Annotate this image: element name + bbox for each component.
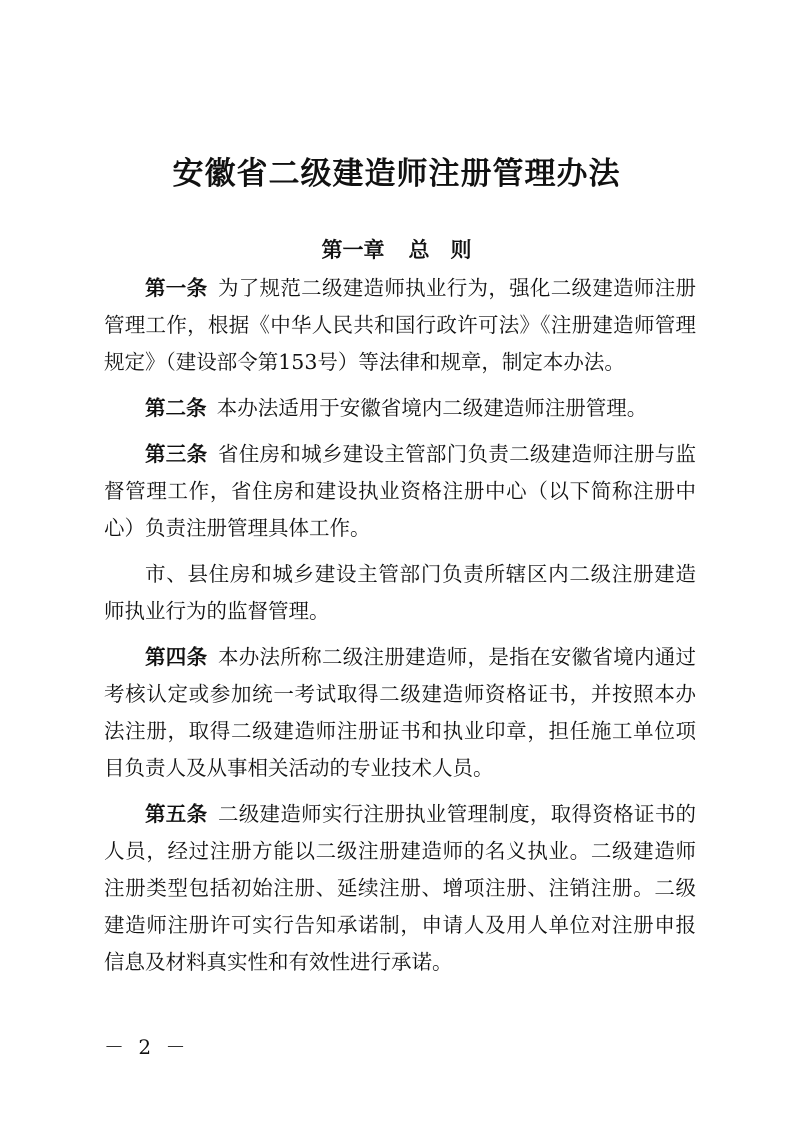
article-text: 本办法适用于安徽省境内二级建造师注册管理。 [216, 396, 648, 420]
article-text: 省住房和城乡建设主管部门负责二级建造师注册与监督管理工作，省住房和建设执业资格注册中心（以下简称注册中心）负责注册管理具体工作。 [104, 442, 697, 540]
paragraph-article-1 [104, 270, 696, 381]
article-text: 市、县住房和城乡建设主管部门负责所辖区内二级注册建造师执业行为的监督管理。 [104, 562, 696, 623]
article-text: 二级建造师实行注册执业管理制度，取得资格证书的人员，经过注册方能以二级注册建造师的名义执业。二级建造师注册类型包括初始注册、延续注册、增项注册、注销注册。二级建造师注册许可实行告知承诺制，申请人及用人单位对注册申报信息及材料真实性和有效性进行承诺。 [104, 802, 697, 974]
page-number: － 2 － [104, 1035, 190, 1059]
document-title: 安徽省二级建造师注册管理办法 [172, 156, 621, 192]
chapter-heading [0, 232, 793, 268]
paragraph-article-3 [104, 436, 696, 547]
paragraph-article-3-continued [104, 556, 696, 630]
article-label: 第四条 [145, 645, 208, 669]
article-text: 本办法所称二级注册建造师，是指在安徽省境内通过考核认定或参加统一考试取得二级建造师资格证书，并按照本办法注册，取得二级建造师注册证书和执业印章，担任施工单位项目负责人及从事相关活动的专业技术人员。 [104, 645, 697, 780]
chapter-number: 第一章 [321, 238, 385, 262]
article-text: 为了规范二级建造师执业行为，强化二级建造师注册管理工作，根据《中华人民共和国行政许可法》《注册建造师管理规定》（建设部令第153号）等法律和规章，制定本办法。 [104, 276, 697, 374]
chapter-name: 总 则 [408, 238, 472, 262]
paragraph-article-4 [104, 639, 696, 787]
article-label: 第三条 [145, 442, 208, 466]
article-label: 第二条 [145, 396, 207, 420]
paragraph-article-5 [104, 796, 696, 981]
article-label: 第五条 [145, 802, 208, 826]
document-body [104, 270, 696, 990]
article-label: 第一条 [145, 276, 208, 300]
paragraph-article-2 [104, 390, 696, 427]
